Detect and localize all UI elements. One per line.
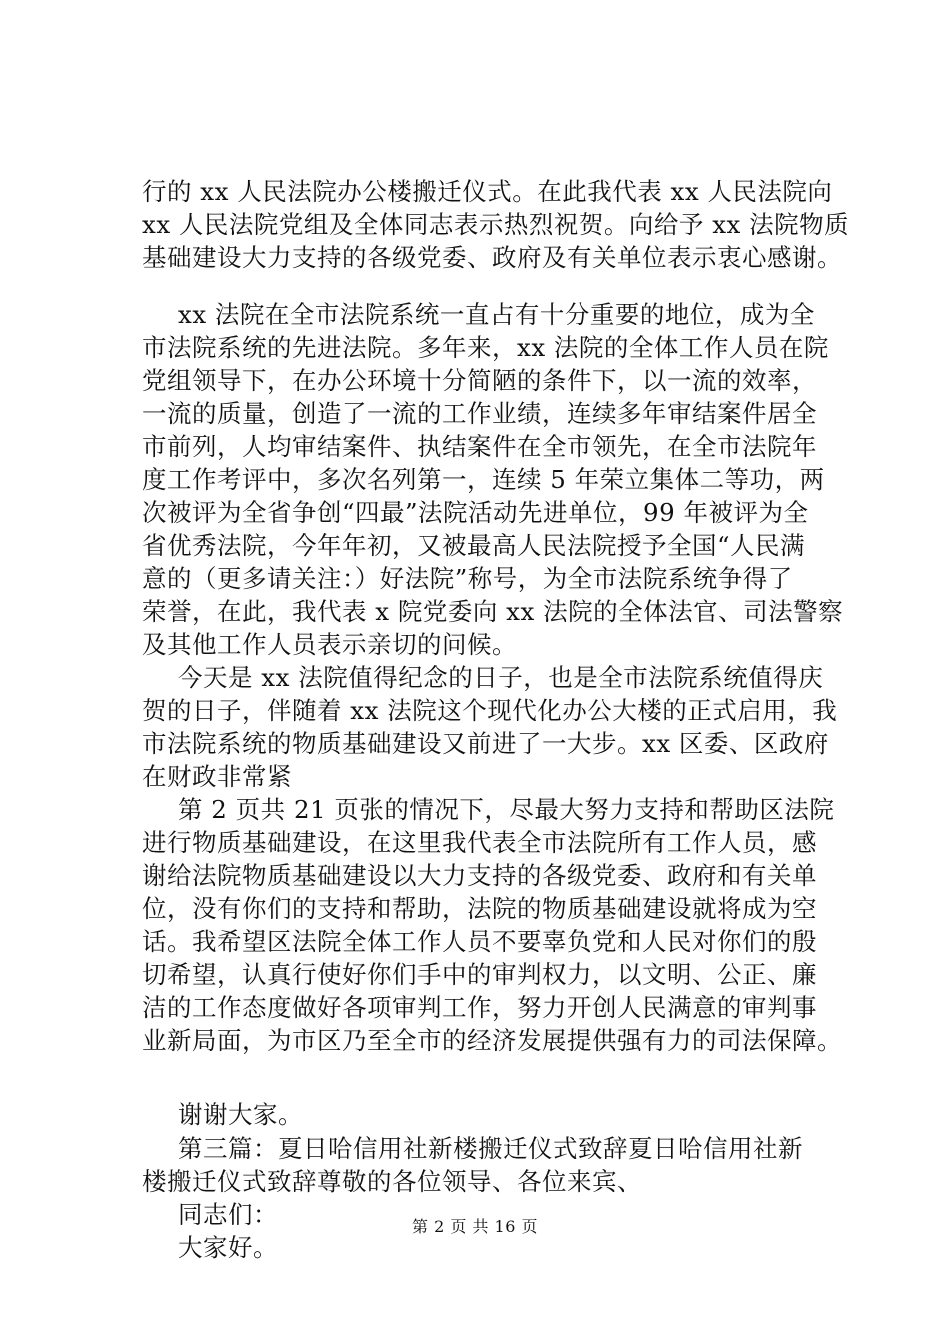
text-line: 基础建设大力支持的各级党委、政府及有关单位表示衷心感谢。 xyxy=(142,243,842,272)
text-line: 切希望，认真行使好你们手中的审判权力，以文明、公正、廉 xyxy=(142,960,817,989)
text-line: 次被评为全省争创“四最”法院活动先进单位，99 年被评为全 xyxy=(142,498,809,527)
text-line: xx 人民法院党组及全体同志表示热烈祝贺。向给予 xx 法院物质 xyxy=(142,210,850,239)
text-line: 贺的日子，伴随着 xx 法院这个现代化办公大楼的正式启用，我 xyxy=(142,696,838,725)
paragraph-4 xyxy=(142,793,862,1057)
salutation-line: 同志们： xyxy=(178,1200,278,1229)
text-line: 市法院系统的先进法院。多年来，xx 法院的全体工作人员在院 xyxy=(142,333,829,362)
text-line: 市前列，人均审结案件、执结案件在全市领先，在全市法院年 xyxy=(142,432,817,461)
greeting-line: 大家好。 xyxy=(178,1233,278,1262)
text-line: xx 法院在全市法院系统一直占有十分重要的地位，成为全 xyxy=(178,300,815,329)
text-line: 市法院系统的物质基础建设又前进了一大步。xx 区委、区政府 xyxy=(142,729,829,758)
text-line: 今天是 xx 法院值得纪念的日子，也是全市法院系统值得庆 xyxy=(178,663,824,692)
text-line: 意的（更多请关注：）好法院”称号，为全市法院系统争得了 xyxy=(142,564,793,593)
text-line: 第三篇：夏日哈信用社新楼搬迁仪式致辞夏日哈信用社新 xyxy=(178,1134,803,1163)
paragraph-5 xyxy=(142,1132,862,1264)
paragraph-3 xyxy=(142,661,862,793)
text-line: 位，没有你们的支持和帮助，法院的物质基础建设就将成为空 xyxy=(142,894,817,923)
text-line: 第 2 页共 21 页张的情况下，尽最大努力支持和帮助区法院 xyxy=(178,795,835,824)
text-line: 楼搬迁仪式致辞尊敬的各位领导、各位来宾、 xyxy=(142,1167,642,1196)
text-line: 行的 xx 人民法院办公楼搬迁仪式。在此我代表 xx 人民法院向 xyxy=(142,177,833,206)
closing-section xyxy=(142,1098,862,1131)
text-line: 荣誉，在此，我代表 x 院党委向 xx 法院的全体法官、司法警察 xyxy=(142,597,844,626)
paragraph-2 xyxy=(142,298,862,661)
paragraph-1 xyxy=(142,175,862,274)
text-line: 度工作考评中，多次名列第一，连续 5 年荣立集体二等功，两 xyxy=(142,465,825,494)
page-footer: 第 2 页 共 16 页 xyxy=(412,1217,538,1236)
text-line: 洁的工作态度做好各项审判工作，努力开创人民满意的审判事 xyxy=(142,993,817,1022)
text-line: 及其他工作人员表示亲切的问候。 xyxy=(142,630,517,659)
text-line: 省优秀法院，今年年初，又被最高人民法院授予全国“人民满 xyxy=(142,531,806,560)
text-line: 党组领导下，在办公环境十分简陋的条件下，以一流的效率， xyxy=(142,366,817,395)
text-line: 话。我希望区法院全体工作人员不要辜负党和人民对你们的殷 xyxy=(142,927,817,956)
text-line: 一流的质量，创造了一流的工作业绩，连续多年审结案件居全 xyxy=(142,399,817,428)
thanks-line: 谢谢大家。 xyxy=(178,1100,303,1129)
text-line: 在财政非常紧 xyxy=(142,762,292,791)
text-line: 进行物质基础建设，在这里我代表全市法院所有工作人员，感 xyxy=(142,828,817,857)
text-line: 业新局面，为市区乃至全市的经济发展提供强有力的司法保障。 xyxy=(142,1026,842,1055)
text-line: 谢给法院物质基础建设以大力支持的各级党委、政府和有关单 xyxy=(142,861,817,890)
